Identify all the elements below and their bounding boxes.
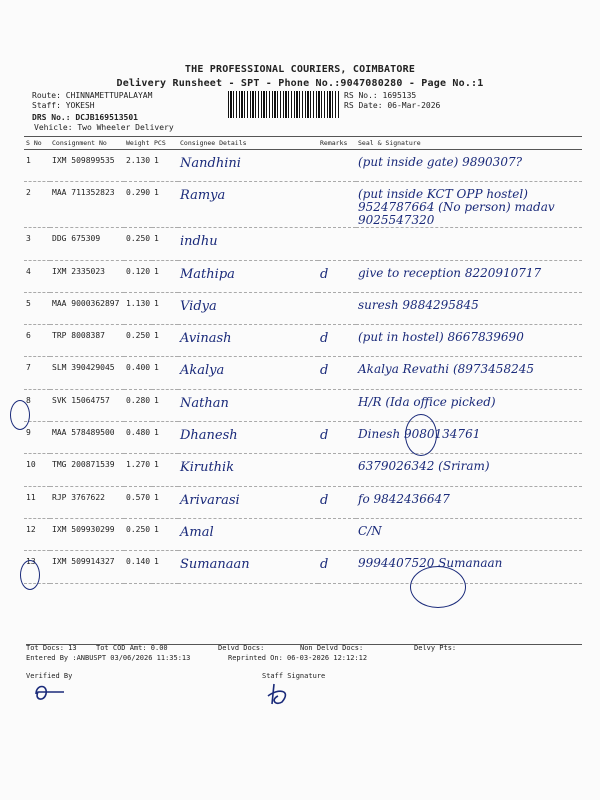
signature-note: H/R (Ida office picked) [358,394,496,409]
pcs: 1 [154,188,159,198]
col-consignee: Consignee Details [178,137,318,150]
signature-note: fo 9842436647 [358,491,450,506]
table-row [24,325,582,357]
row-sno: 5 [26,298,31,308]
delvd-docs: Delvd Docs: [218,644,265,652]
table-row [24,357,582,389]
signature-note: suresh 9884295845 [358,297,479,312]
weight: 0.290 [126,188,151,198]
table-row [24,551,582,583]
table-row [24,486,582,518]
verifier-signature [30,680,70,706]
consignment-no: MAA 578489500 [52,428,115,438]
table-row [24,260,582,292]
consignment-no: TRP 8008387 [52,331,105,341]
row-sno: 12 [26,524,36,534]
consignee-name: Ramya [180,188,226,204]
row-12-circle-mark [20,560,40,590]
weight: 0.250 [126,524,151,534]
weight: 2.130 [126,156,151,165]
consignee-name: Sumanaan [180,557,250,573]
col-pcs: PCS [152,137,178,150]
signature-note: give to reception 8220910717 [358,265,542,280]
row-sno: 8 [26,395,31,405]
table-row [24,292,582,324]
consignment-no: DDG 675309 [52,234,101,244]
remark-mark: d [320,331,329,347]
delvy-pts: Delvy Pts: [414,644,457,652]
remark-mark: d [320,363,329,379]
pcs: 1 [154,557,159,567]
company-title: THE PROFESSIONAL COURIERS, COIMBATORE [184,64,416,75]
col-remarks: Remarks [318,137,356,150]
consignee-name: Dhanesh [180,428,238,444]
weight: 0.140 [126,557,151,567]
row-sno: 2 [26,188,31,198]
pcs: 1 [154,428,159,438]
row-sno: 9 [26,428,31,438]
weight: 1.270 [126,460,151,470]
table-row [24,150,582,182]
runsheet-subtitle: Delivery Runsheet - SPT - Phone No.:9047080280 - Page No.:1 [116,78,484,89]
consignment-no: MAA 711352823 [52,188,115,198]
signature-note: (put in hostel) 8667839690 [358,330,524,345]
consignee-name: Nathan [180,395,229,411]
entered-by: Entered By :ANBUSPT 03/06/2026 11:35:13 [26,654,191,662]
remark-mark: d [320,428,329,444]
pcs: 1 [154,460,159,470]
drs-number: DRS No.: DCJB169513501 [32,113,138,122]
pcs: 1 [154,524,159,534]
col-sno: S No [24,137,50,150]
table-header [24,137,582,150]
rs-date: RS Date: 06-Mar-2026 [344,101,441,110]
pcs: 1 [154,363,159,373]
verified-by-label: Verified By [26,672,73,680]
staff: Staff: YOKESH [32,101,95,110]
row-sno: 13 [26,557,36,567]
row-8-circle-mark [10,400,30,430]
pcs: 1 [154,266,159,276]
consignment-no: IXM 509899535 [52,156,115,165]
consignment-no: RJP 3767622 [52,492,105,502]
runsheet-table [24,136,582,584]
consignee-name: Mathipa [180,266,235,282]
pcs: 1 [154,331,159,341]
consignment-no: IXM 2335023 [52,266,105,276]
signature-note: (put inside KCT OPP hostel) 9524787664 (No person) madav 9025547320 [358,187,555,228]
consignee-name: Akalya [180,363,225,379]
row-sno: 11 [26,492,36,502]
weight: 0.570 [126,492,151,502]
signature-note: Dinesh 9080134761 [358,427,481,442]
table-row [24,422,582,454]
weight: 0.400 [126,363,151,373]
consignment-no: TMG 200871539 [52,460,115,470]
cn-circle-mark [410,566,466,608]
consignee-name: Avinash [180,331,232,347]
signature-note: 9994407520 Sumanaan [358,556,503,571]
signature-note: (put inside gate) 9890307? [358,155,523,169]
table-row [24,228,582,260]
reprinted-on: Reprinted On: 06-03-2026 12:12:12 [228,654,368,662]
consignee-name: Amal [180,524,214,540]
row-sno: 7 [26,363,31,373]
weight: 0.120 [126,266,151,276]
signature-note: Akalya Revathi (8973458245 [358,362,534,377]
table-row [24,389,582,421]
weight: 0.250 [126,331,151,341]
tot-docs: Tot Docs: 13 [26,644,77,652]
signature-note: C/N [358,523,382,538]
pcs: 1 [154,156,159,165]
row-sno: 3 [26,234,31,244]
barcode [228,91,340,118]
col-consignment: Consignment No [50,137,124,150]
row-sno: 6 [26,331,31,341]
staff-signature-label: Staff Signature [262,672,326,680]
non-delvd-docs: Non Delvd Docs: [300,644,364,652]
table-row [24,182,582,228]
pcs: 1 [154,492,159,502]
table-row [24,454,582,486]
consignee-name: indhu [180,234,218,250]
weight: 0.280 [126,395,151,405]
signature-note: 6379026342 (Sriram) [358,459,490,474]
weight: 0.250 [126,234,151,244]
consignee-name: Nandhini [180,156,241,171]
consignment-no: IXM 509930299 [52,524,115,534]
col-signature: Seal & Signature [356,137,582,150]
consignee-name: Arivarasi [180,492,240,508]
consignee-name: Kiruthik [180,460,235,476]
remark-mark: d [320,266,329,282]
remark-mark: d [320,492,329,508]
pcs: 1 [154,298,159,308]
row-sno: 1 [26,156,31,165]
consignment-no: SLM 390429045 [52,363,115,373]
staff-signature [264,680,300,708]
consignment-no: SVK 15064757 [52,395,110,405]
consignment-no: IXM 509914327 [52,557,115,567]
row-sno: 4 [26,266,31,276]
col-weight: Weight [124,137,152,150]
weight: 0.480 [126,428,151,438]
consignment-no: MAA 9000362897 [52,298,120,308]
row-sno: 10 [26,460,36,470]
consignee-name: Vidya [180,298,217,314]
tot-cod: Tot COD Amt: 0.00 [96,644,168,652]
pcs: 1 [154,234,159,244]
route: Route: CHINNAMETTUPALAYAM [32,91,153,100]
remark-mark: d [320,557,329,573]
hr-circle-mark [405,414,437,456]
vehicle: Vehicle: Two Wheeler Delivery [34,123,174,132]
weight: 1.130 [126,298,151,308]
rs-number: RS No.: 1695135 [344,91,417,100]
table-row [24,518,582,550]
pcs: 1 [154,395,159,405]
